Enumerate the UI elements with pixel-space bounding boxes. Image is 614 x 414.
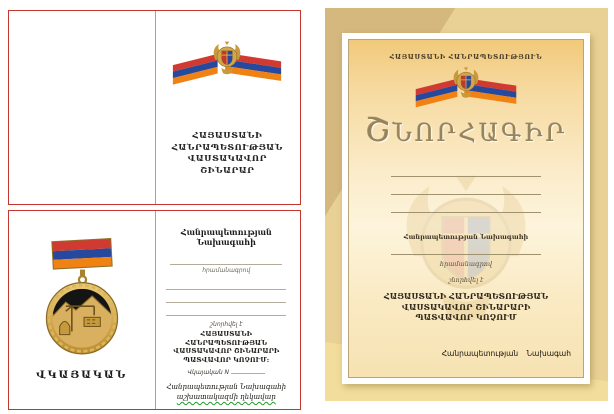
signature-line-2: աշխատակազմի ղեկավար <box>176 392 276 401</box>
cover-card <box>8 10 301 205</box>
diploma-page <box>342 33 590 384</box>
certificate-title-line: ՎԱՍՏԱԿԱՎՈՐ ՇԻՆԱՐԱՐԻ <box>173 347 280 356</box>
fill-line <box>170 264 282 265</box>
cover-title-line: ՇԻՆԱՐԱՐ <box>200 165 255 176</box>
certificate-number-row <box>163 368 291 376</box>
flag-coat-of-arms-emblem <box>414 65 518 115</box>
certificate-number-label: Վկայական N <box>187 369 230 377</box>
fill-line <box>166 302 286 303</box>
diploma-award-title-line: ՎԱՍՏԱԿԱՎՈՐ ՇԻՆԱՐԱՐԻ <box>401 301 531 312</box>
decree-caption: հրամանագրով <box>439 260 493 268</box>
fill-line <box>166 289 286 290</box>
flag-coat-of-arms-emblem <box>171 39 283 93</box>
certificate-medal-pane <box>9 211 155 409</box>
certificate-header: Հանրապետության Նախագահի <box>180 227 272 247</box>
decree-caption: հրամանագրով <box>202 267 251 274</box>
cover-title-line: ՎԱՍՏԱԿԱՎՈՐ <box>187 154 267 164</box>
cover-title-line: ՀԱՅԱՍՏԱՆԻ <box>192 131 263 141</box>
diploma-title: ՇՆՈՐՀԱԳԻՐ <box>364 110 568 149</box>
signature-line-1: Հանրապետության Նախագահի <box>166 383 287 392</box>
cover-title <box>155 131 301 177</box>
awarded-caption: շնորհվել է <box>448 276 484 284</box>
honored-builder-medal-icon <box>34 233 130 361</box>
diploma-award-title-line: ՀԱՅԱՍՏԱՆԻ ՀԱՆՐԱՊԵՏՈՒԹՅԱՆ <box>383 291 549 301</box>
president-caption: Հանրապետության Նախագահի <box>403 233 529 241</box>
certificate-title <box>163 330 291 364</box>
certificate-text-pane <box>155 211 301 409</box>
fill-line <box>166 315 286 316</box>
diploma-country-header: ՀԱՅԱՍՏԱՆԻ ՀԱՆՐԱՊԵՏՈՒԹՅՈՒՆ <box>389 53 543 61</box>
diploma-award-title <box>349 291 583 323</box>
certificate-text-column <box>163 211 291 409</box>
fill-line <box>391 194 541 195</box>
cover-back-blank <box>9 11 155 204</box>
certificate-title-line: ՊԱՏՎԱՎՈՐ ԿՈՉՈՒՄ: <box>183 355 270 364</box>
fill-line <box>391 176 541 177</box>
certificate-card <box>8 210 301 410</box>
cover-front <box>155 11 301 204</box>
fill-line <box>391 212 541 213</box>
cover-title-line: ՀԱՆՐԱՊԵՏՈՒԹՅԱՆ <box>171 142 283 153</box>
medal-label: ՎԿԱՅԱԿԱՆ <box>36 369 128 381</box>
certificate-signature <box>163 383 291 402</box>
fill-line <box>391 254 541 255</box>
certificate-title-line: ՀԱՅԱՍՏԱՆԻ ՀԱՆՐԱՊԵՏՈՒԹՅԱՆ <box>185 330 268 347</box>
certificate-number-line <box>231 368 265 374</box>
diploma-signature: Հանրապետության Նախագահ <box>441 349 571 358</box>
awarded-caption: շնորհվել է <box>210 321 243 328</box>
diploma-award-title-line: ՊԱՏՎԱՎՈՐ ԿՈՉՈՒՄ <box>415 312 517 322</box>
diploma-page-inner <box>348 39 584 378</box>
diploma-panel <box>325 8 608 401</box>
